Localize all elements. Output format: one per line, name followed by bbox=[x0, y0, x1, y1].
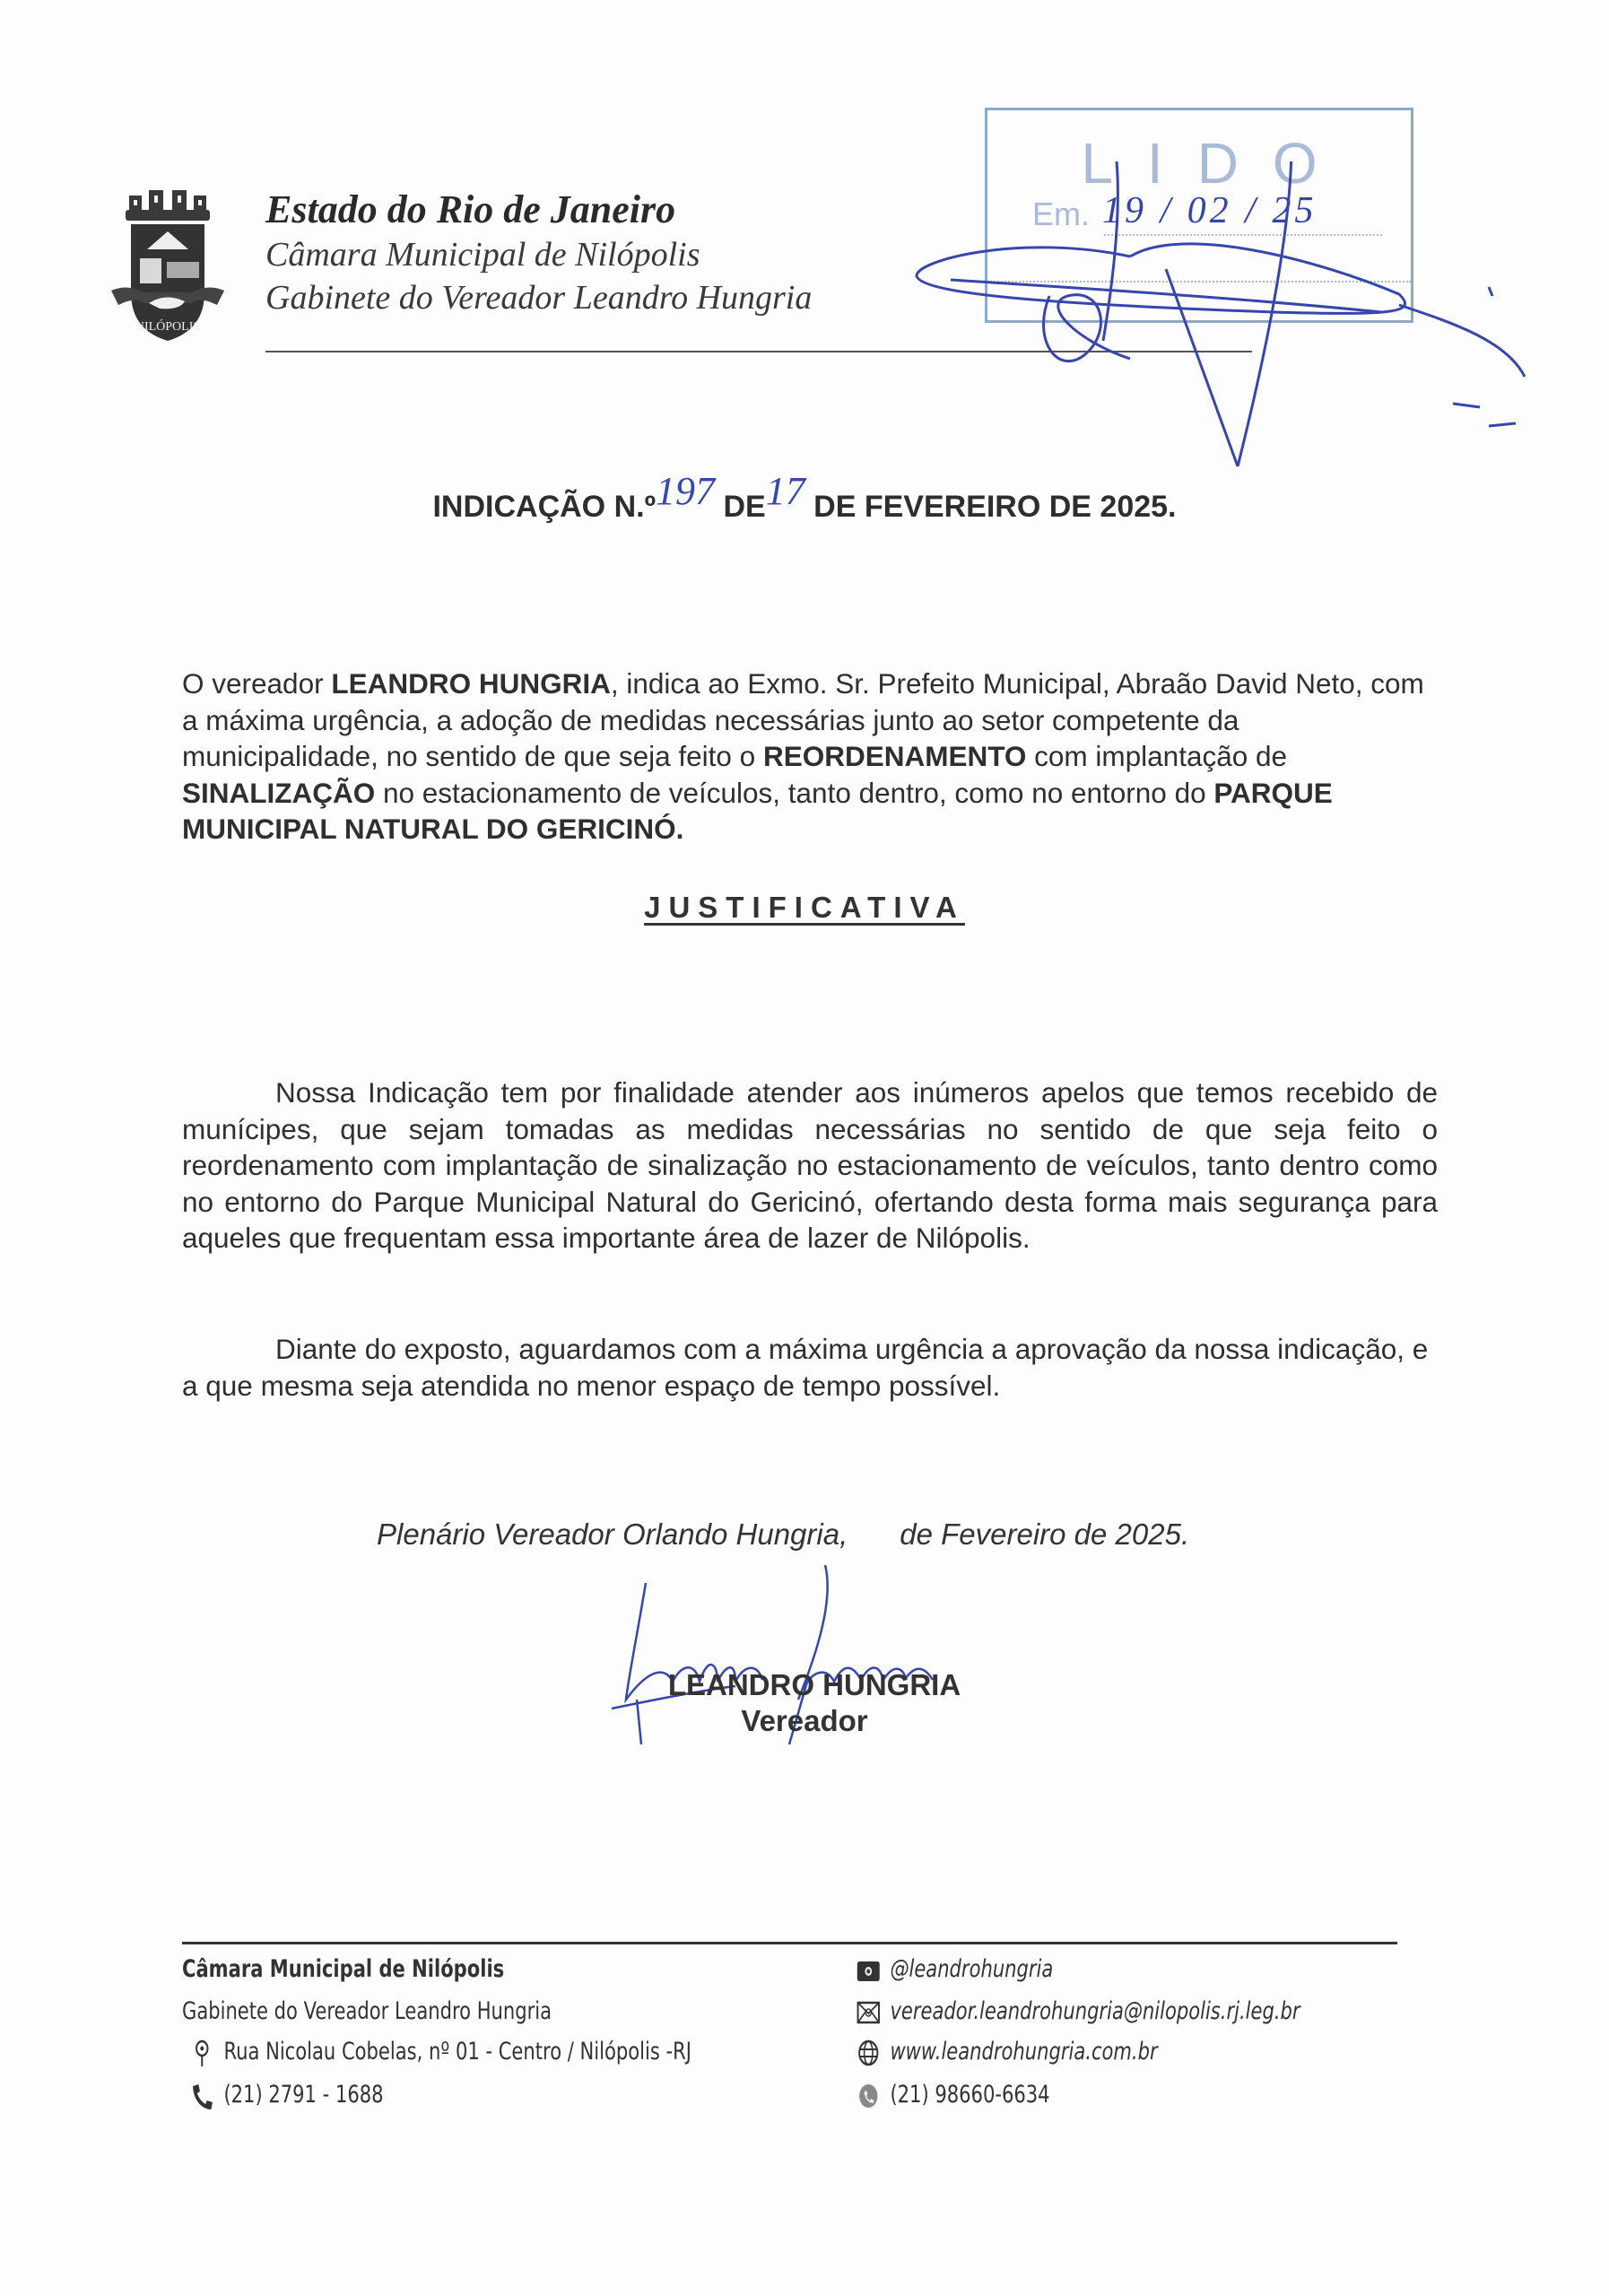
paragraph-text: , indica ao Exmo. Sr. Prefeito Municipal, Abraão David Neto, com a máxima urgência, a adoção de medidas necessárias junto ao setor competente da municipalidade, no sentido de que seja feito o bbox=[182, 667, 1424, 772]
date-text: de Fevereiro de 2025. bbox=[900, 1518, 1190, 1551]
emphasized-text: PARQUE MUNICIPAL NATURAL DO GERICINÓ. bbox=[182, 776, 1333, 845]
footer-email[interactable]: vereador.leandrohungria@nilopolis.rj.leg.br bbox=[890, 1997, 1300, 2025]
emphasized-text: REORDENAMENTO bbox=[762, 740, 1027, 772]
paragraph-text: no estacionamento de veículos, tanto dentro, como no entorno do bbox=[375, 776, 1214, 809]
footer-instagram[interactable]: @leandrohungria bbox=[890, 1955, 1054, 1983]
paragraph-text: O vereador bbox=[182, 667, 332, 700]
globe-icon bbox=[857, 2039, 881, 2066]
footer-website[interactable]: www.leandrohungria.com.br bbox=[890, 2038, 1158, 2066]
footer-address: Rua Nicolau Cobelas, nº 01 - Centro / Nilópolis -RJ bbox=[223, 2038, 691, 2066]
place-date-line bbox=[377, 1518, 1189, 1552]
phone-icon bbox=[190, 2083, 214, 2109]
crest-text: NILÓPOLIS bbox=[135, 320, 201, 334]
footer-website-row bbox=[857, 2038, 1158, 2066]
footer-email-row bbox=[857, 1997, 1300, 2026]
stamp-date: 19 / 02 / 25 bbox=[1102, 190, 1318, 231]
stamp-label: LIDO bbox=[1081, 131, 1352, 196]
emphasized-text: SINALIZAÇÃO bbox=[182, 776, 376, 809]
header-divider bbox=[265, 351, 1252, 352]
header-office: Gabinete do Vereador Leandro Hungria bbox=[265, 279, 813, 317]
justification-text: Nossa Indicação tem por finalidade atender aos inúmeros apelos que temos recebido de munícipes, que sejam tomadas as medidas necessárias no sentido de que seja feito o reordenamento com implantação de sinalização no estacionamento de veículos, tanto dentro como no entorno do Parque Municipal Natural do Gericinó, ofertando desta forma mais segurança para aqueles que frequentam essa importante área de lazer de Nilópolis. bbox=[182, 1076, 1438, 1254]
map-pin-icon bbox=[190, 2039, 214, 2066]
footer-whatsapp: (21) 98660-6634 bbox=[890, 2081, 1050, 2109]
indication-paragraph bbox=[182, 665, 1438, 848]
closing-paragraph bbox=[182, 1331, 1438, 1404]
closing-text: Diante do exposto, aguardamos com a máxima urgência a aprovação da nossa indicação, e a que mesma seja atendida no menor espaço de tempo possível. bbox=[182, 1333, 1429, 1402]
footer-office: Gabinete do Vereador Leandro Hungria bbox=[182, 1997, 552, 2025]
stamp-em-label: Em. bbox=[1032, 196, 1091, 232]
stamp-date-line bbox=[1104, 234, 1382, 236]
document-title bbox=[0, 469, 1609, 526]
footer-phone: (21) 2791 - 1688 bbox=[223, 2081, 384, 2109]
paragraph-text: com implantação de bbox=[1026, 740, 1288, 772]
handwritten-number: 197 bbox=[656, 469, 715, 513]
place-text: Plenário Vereador Orlando Hungria, bbox=[377, 1518, 848, 1551]
stamp-month: 02 bbox=[1187, 190, 1232, 231]
justification-heading bbox=[0, 891, 1609, 925]
handwritten-day: 17 bbox=[765, 469, 805, 513]
footer-divider bbox=[182, 1942, 1397, 1944]
title-prefix: INDICAÇÃO N.º bbox=[432, 490, 656, 524]
stamp-divider bbox=[987, 281, 1411, 283]
emphasized-text: LEANDRO HUNGRIA bbox=[331, 667, 611, 700]
title-de: DE bbox=[723, 490, 766, 524]
envelope-icon bbox=[857, 1999, 881, 2026]
footer-whatsapp-row bbox=[857, 2081, 1050, 2109]
signer-role: Vereador bbox=[741, 1704, 868, 1737]
stamp-year: 25 bbox=[1272, 190, 1318, 231]
justification-paragraph bbox=[182, 1074, 1438, 1257]
received-stamp bbox=[985, 108, 1413, 323]
header-chamber: Câmara Municipal de Nilópolis bbox=[265, 236, 700, 274]
footer-instagram-row bbox=[857, 1955, 1053, 1984]
coat-of-arms-logo bbox=[109, 187, 226, 348]
footer-phone-row bbox=[190, 2081, 384, 2109]
signer-name: LEANDRO HUNGRIA bbox=[667, 1668, 961, 1701]
camera-icon bbox=[857, 1957, 881, 1984]
title-suffix: DE FEVEREIRO DE 2025. bbox=[813, 490, 1177, 524]
stamp-day: 19 bbox=[1102, 190, 1147, 231]
header-state: Estado do Rio de Janeiro bbox=[265, 187, 676, 231]
whatsapp-icon bbox=[857, 2083, 881, 2109]
footer-org: Câmara Municipal de Nilópolis bbox=[182, 1955, 505, 1983]
justification-heading-text: JUSTIFICATIVA bbox=[644, 891, 965, 924]
footer-address-row bbox=[190, 2038, 691, 2066]
